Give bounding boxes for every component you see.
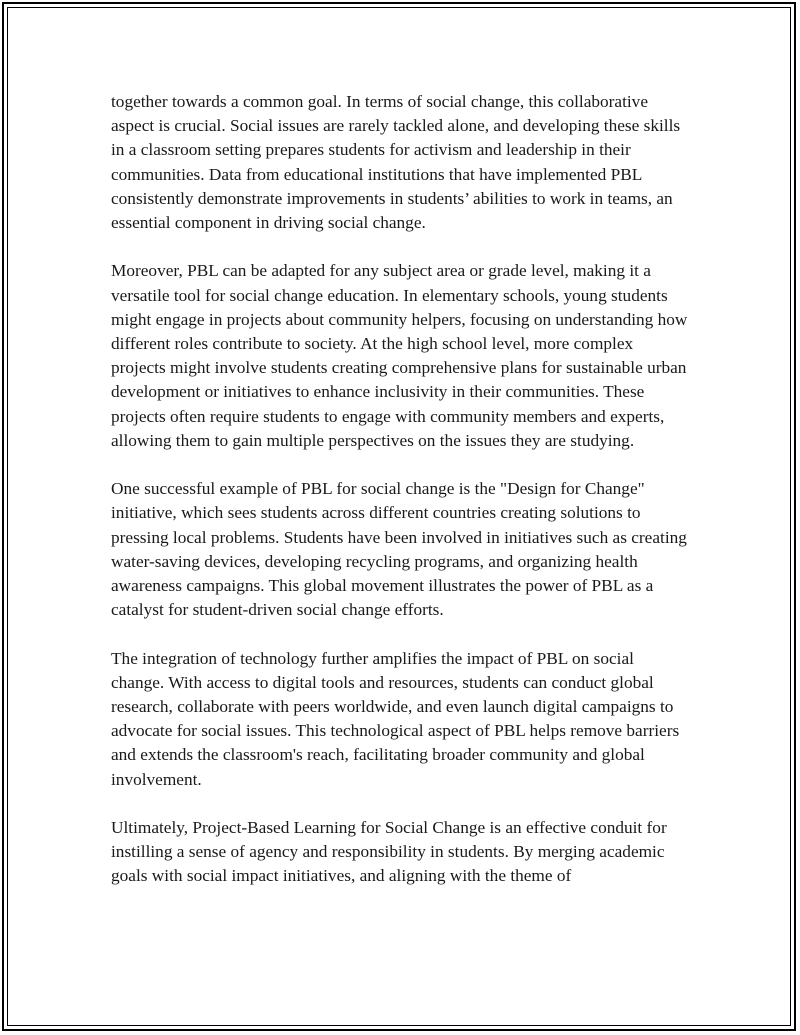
document-body [111,90,691,913]
paragraph: Ultimately, Project-Based Learning for Social Change is an effective conduit for instilling a sense of agency and responsibility in students. By merging academic goals with social impact initiatives, and aligning with the theme of [111,818,667,886]
paragraph: One successful example of PBL for social change is the "Design for Change" initiative, which sees students across different countries creating solutions to pressing local problems. Students have been involved in initiatives such as creating water-saving devices, developing recycling programs, and organizing health awareness campaigns. This global movement illustrates the power of PBL as a catalyst for student-driven social change efforts. [111,479,687,620]
paragraph: Moreover, PBL can be adapted for any subject area or grade level, making it a versatile tool for social change education. In elementary schools, young students might engage in projects about community helpers, focusing on understanding how different roles contribute to society. At the high school level, more complex projects might involve students creating comprehensive plans for sustainable urban development or initiatives to enhance inclusivity in their communities. These projects often require students to engage with community members and experts, allowing them to gain multiple perspectives on the issues they are studying. [111,261,688,450]
paragraph: together towards a common goal. In terms of social change, this collaborative aspect is crucial. Social issues are rarely tackled alone, and developing these skills in a classroom setting prepares students for activism and leadership in their communities. Data from educational institutions that have implemented PBL consistently demonstrate improvements in students’ abilities to work in teams, an essential component in driving social change. [111,92,681,233]
paragraph: The integration of technology further amplifies the impact of PBL on social change. With access to digital tools and resources, students can conduct global research, collaborate with peers worldwide, and even launch digital campaigns to advocate for social issues. This technological aspect of PBL helps remove barriers and extends the classroom's reach, facilitating broader community and global involvement. [111,648,680,789]
